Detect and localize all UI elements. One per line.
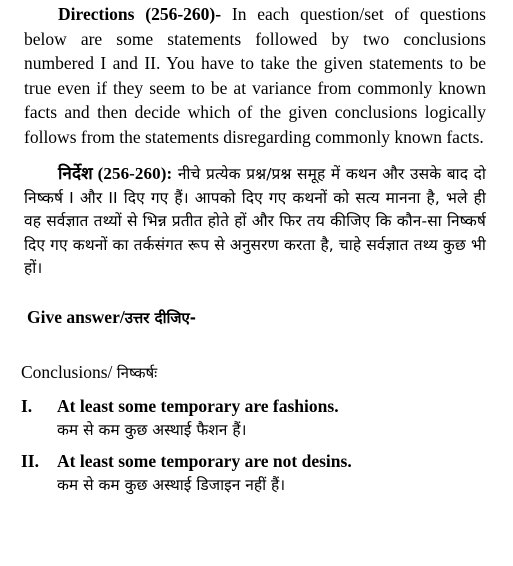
- conclusion-text-en: At least some temporary are fashions.: [57, 396, 339, 416]
- give-answer-en: Give answer/: [27, 307, 125, 327]
- give-answer-hi: उत्तर दीजिए-: [124, 309, 197, 327]
- conclusion-text-en: At least some temporary are not desins.: [57, 451, 352, 471]
- conclusion-number: II.: [21, 451, 39, 471]
- conclusions-heading-hi: निष्कर्षः: [116, 364, 158, 382]
- conclusion-text-hi: कम से कम कुछ अस्थाई डिजाइन नहीं हैं।: [57, 476, 286, 494]
- give-answer-line: [27, 307, 196, 328]
- conclusion-item-1: [21, 395, 491, 445]
- conclusion-item-2: [21, 450, 491, 500]
- nirdesh-label: निर्देश (256-260):: [58, 164, 173, 183]
- nirdesh-text: नीचे प्रत्येक प्रश्न/प्रश्न समूह में कथन और उसके बाद दो निष्कर्ष I और II दिए गए हैं। आपको दिए गए कथनों को सत्य मानना है, भले ही वह सर्वज्ञात तथ्यों से भिन्न प्रतीत होते हों और फिर तय कीजिए कि कौन-सा निष्कर्ष दिए गए कथनों का तर्कसंगत रूप से अनुसरण करता है, चाहे सर्वज्ञात तथ्य कुछ भी हों।: [24, 165, 486, 277]
- conclusions-heading: [21, 362, 157, 383]
- nirdesh-paragraph: [24, 162, 486, 281]
- directions-text: In each question/set of questions below are some statements followed by two conclusions numbered I and II. You have to take the given statements to be true even if they seem to be at variance from commonly known facts and then decide which of the given conclusions logically follows from the statements disregarding commonly known facts.: [24, 4, 486, 147]
- directions-label: Directions (256-260)-: [58, 4, 222, 24]
- conclusion-number: I.: [21, 396, 33, 416]
- conclusions-heading-en: Conclusions/: [21, 362, 117, 382]
- directions-paragraph: [24, 2, 486, 149]
- conclusion-text-hi: कम से कम कुछ अस्थाई फैशन हैं।: [57, 421, 247, 439]
